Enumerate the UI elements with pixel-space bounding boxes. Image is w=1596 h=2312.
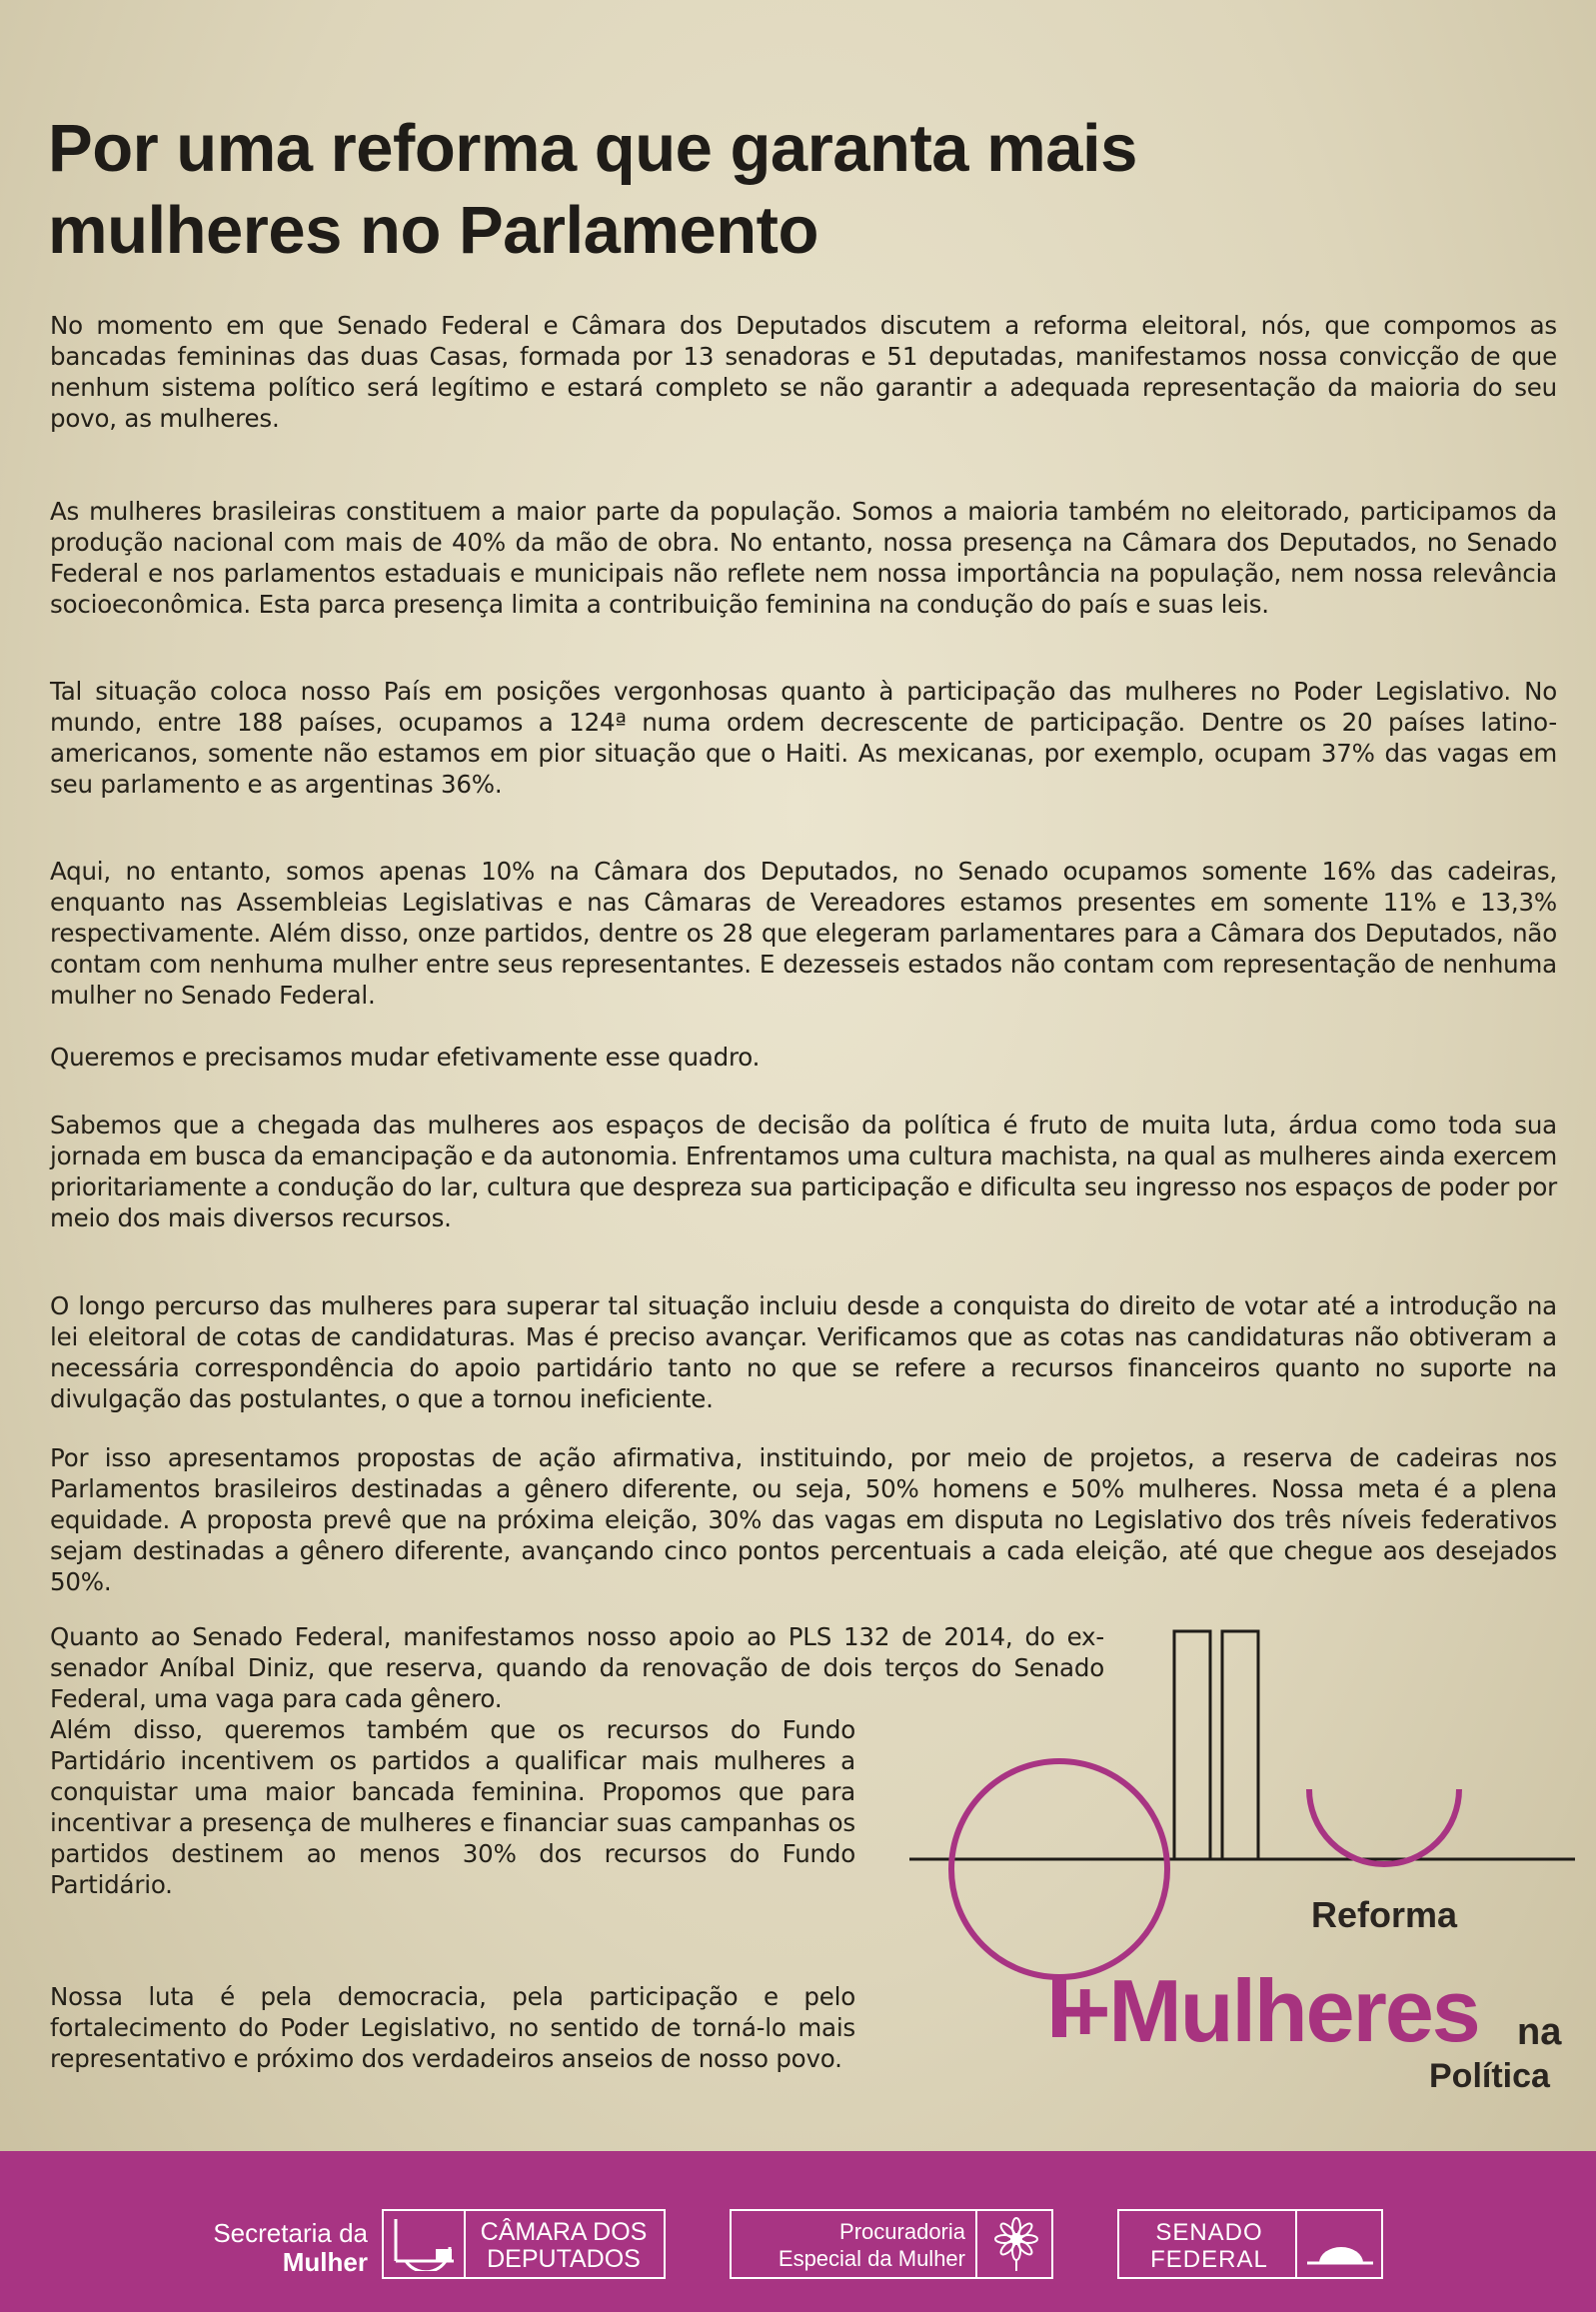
- paragraph-3: Tal situação coloca nosso País em posições vergonhosas quanto à participação das mulheres no Poder Legislativo. No mundo, entre 188 países, ocupamos a 124ª numa ordem decrescente de participação. Dentre os 20 países latino-americanos, somente não estamos em pior situação que o Haiti. As mexicanas, por exemplo, ocupam 37% das vagas em seu parlamento e as argentinas 36%.: [50, 677, 1557, 799]
- camara-building-icon: [392, 2217, 458, 2271]
- paragraph-2: As mulheres brasileiras constituem a maior parte da população. Somos a maioria também no eleitorado, participamos da produção nacional com mais de 40% da mão de obra. No entanto, nossa presença na Câmara dos Deputados, no Senado Federal e nos parlamentos estaduais e municipais não reflete nem nossa importância na população, nem nossa relevância socioeconômica. Esta parca presença limita a contribuição feminina na condução do país e suas leis.: [50, 497, 1557, 619]
- footer-procuradoria-line2: Especial da Mulher: [778, 2246, 965, 2271]
- page-title: [48, 108, 1347, 272]
- logo-mulheres: [1059, 1961, 1479, 2061]
- logo-politica: Política: [1429, 2057, 1550, 2095]
- footer-secretaria: [200, 2219, 368, 2277]
- footer-procuradoria-line1: Procuradoria: [839, 2219, 965, 2244]
- footer-senado-logo: [1117, 2209, 1383, 2279]
- paragraph-7b: Além disso, queremos também que os recursos do Fundo Partidário incentivem os partidos a qualificar mais mulheres a conquistar uma maior bancada feminina. Propomos que para incentivar a presença de mulheres e financiar suas campanhas os partidos destinem ao menos 30% dos recursos do Fundo Partidário.: [50, 1715, 855, 1899]
- paragraph-4b: Queremos e precisamos mudar efetivamente esse quadro.: [50, 1043, 761, 1072]
- logo-na: na: [1517, 2011, 1562, 2053]
- logo-reforma: Reforma: [1311, 1894, 1458, 1935]
- senado-dome-icon: [1305, 2217, 1375, 2271]
- flower-icon: [987, 2215, 1045, 2273]
- footer-procuradoria-logo: [730, 2209, 1053, 2279]
- logo-mulheres-text: Mulheres: [1108, 1961, 1479, 2060]
- footer-secretaria-line2: Mulher: [282, 2247, 368, 2277]
- paragraph-1: No momento em que Senado Federal e Câmara dos Deputados discutem a reforma eleitoral, nós, que compomos as bancadas femininas das duas Casas, formada por 13 senadoras e 51 deputadas, manifestamos nossa convicção de que nenhum sistema político será legítimo e estará completo se não garantir a adequada representação da maioria do seu povo, as mulheres.: [50, 311, 1557, 433]
- footer-senado-line2: FEDERAL: [1150, 2246, 1268, 2273]
- footer-camara-line1: CÂMARA DOS: [480, 2218, 648, 2246]
- footer-camara-line2: DEPUTADOS: [487, 2245, 641, 2273]
- paragraph-7: Quanto ao Senado Federal, manifestamos nosso apoio ao PLS 132 de 2014, do ex-senador Aníbal Diniz, que reserva, quando da renovação de dois terços do Senado Federal, uma vaga para cada gênero.: [50, 1622, 1104, 1713]
- title-line-1: Por uma reforma que garanta mais: [48, 111, 1137, 186]
- title-line-2: mulheres no Parlamento: [48, 193, 818, 268]
- footer-senado-line1: SENADO: [1155, 2219, 1263, 2246]
- paragraph-4: Aqui, no entanto, somos apenas 10% na Câmara dos Deputados, no Senado ocupamos somente 16% das cadeiras, enquanto nas Assembleias Legislativas e nas Câmaras de Vereadores estamos presentes em somente 11% e 13,3% respectivamente. Além disso, onze partidos, dentre os 28 que elegeram parlamentares para a Câmara dos Deputados, não contam com nenhuma mulher entre seus representantes. E dezesseis estados não contam com representação de nenhuma mulher no Senado Federal.: [50, 857, 1557, 1010]
- paragraph-8: Nossa luta é pela democracia, pela participação e pelo fortalecimento do Poder Legislativo, no sentido de torná-lo mais representativo e próximo dos verdadeiros anseios de nosso povo.: [50, 1982, 855, 2073]
- footer-camara-logo: [382, 2209, 666, 2279]
- logo-plus: +: [1059, 1961, 1109, 2060]
- paragraph-6: O longo percurso das mulheres para superar tal situação incluiu desde a conquista do direito de votar até a introdução na lei eleitoral de cotas de candidaturas. Mas é preciso avançar. Verificamos que as cotas nas candidaturas não obtiveram a necessária correspondência do apoio partidário tanto no que se refere a recursos financeiros quanto no suporte na divulgação das postulantes, o que a tornou ineficiente.: [50, 1291, 1557, 1413]
- footer-secretaria-line1: Secretaria da: [213, 2218, 368, 2248]
- paragraph-5: Sabemos que a chegada das mulheres aos espaços de decisão da política é fruto de muita luta, árdua como toda sua jornada em busca da emancipação e da autonomia. Enfrentamos uma cultura machista, na qual as mulheres ainda exercem prioritariamente a condução do lar, cultura que despreza sua participação e dificulta seu ingresso nos espaços de poder por meio dos mais diversos recursos.: [50, 1111, 1557, 1232]
- paragraph-6b: Por isso apresentamos propostas de ação afirmativa, instituindo, por meio de projetos, a reserva de cadeiras nos Parlamentos brasileiros destinadas a gênero diferente, ou seja, 50% homens e 50% mulheres. Nossa meta é a plena equidade. A proposta prevê que na próxima eleição, 30% das vagas em disputa no Legislativo dos três níveis federativos sejam destinadas a gênero diferente, avançando cinco pontos percentuais a cada eleição, até que chegue aos desejados 50%.: [50, 1443, 1557, 1596]
